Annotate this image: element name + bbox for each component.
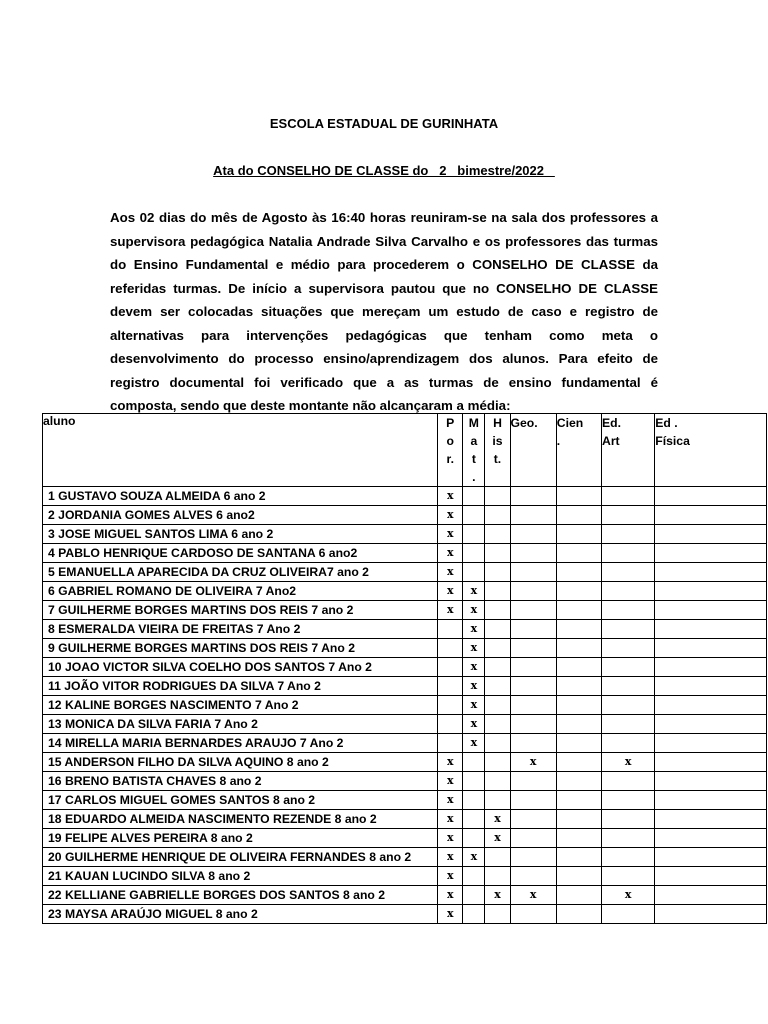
student-name: 12 KALINE BORGES NASCIMENTO 7 Ano 2: [43, 696, 438, 715]
mark-cell: [510, 715, 556, 734]
mark-cell: [602, 829, 655, 848]
mark-cell: [602, 772, 655, 791]
mark-cell: [556, 753, 601, 772]
mark-cell: x: [438, 525, 463, 544]
mark-cell: x: [485, 829, 510, 848]
mark-cell: [655, 487, 767, 506]
mark-cell: [556, 563, 601, 582]
table-body: [43, 487, 767, 924]
student-name: 4 PABLO HENRIQUE CARDOSO DE SANTANA 6 ano2: [43, 544, 438, 563]
table-row: [43, 696, 767, 715]
header-ed-fisica: Ed . Física: [655, 414, 767, 487]
mark-cell: x: [438, 810, 463, 829]
mark-cell: [510, 563, 556, 582]
mark-cell: [655, 734, 767, 753]
table-row: [43, 829, 767, 848]
mark-cell: x: [438, 506, 463, 525]
mark-cell: [463, 544, 485, 563]
mark-cell: [602, 677, 655, 696]
student-name: 11 JOÃO VITOR RODRIGUES DA SILVA 7 Ano 2: [43, 677, 438, 696]
mark-cell: [485, 544, 510, 563]
mark-cell: [655, 715, 767, 734]
mark-cell: [463, 753, 485, 772]
table-row: [43, 677, 767, 696]
mark-cell: [510, 829, 556, 848]
mark-cell: [655, 563, 767, 582]
mark-cell: [485, 791, 510, 810]
mark-cell: [438, 696, 463, 715]
table-row: [43, 639, 767, 658]
mark-cell: x: [463, 582, 485, 601]
mark-cell: [602, 810, 655, 829]
mark-cell: x: [510, 886, 556, 905]
mark-cell: [655, 620, 767, 639]
mark-cell: [602, 639, 655, 658]
mark-cell: [655, 867, 767, 886]
mark-cell: [556, 620, 601, 639]
table-row: [43, 563, 767, 582]
student-name: 22 KELLIANE GABRIELLE BORGES DOS SANTOS 8 ano 2: [43, 886, 438, 905]
mark-cell: [510, 867, 556, 886]
student-name: 17 CARLOS MIGUEL GOMES SANTOS 8 ano 2: [43, 791, 438, 810]
mark-cell: [556, 487, 601, 506]
mark-cell: x: [438, 829, 463, 848]
mark-cell: [510, 905, 556, 924]
mark-cell: [510, 734, 556, 753]
mark-cell: x: [602, 886, 655, 905]
mark-cell: x: [438, 886, 463, 905]
mark-cell: [438, 715, 463, 734]
student-name: 5 EMANUELLA APARECIDA DA CRUZ OLIVEIRA7 ano 2: [43, 563, 438, 582]
mark-cell: [510, 810, 556, 829]
mark-cell: [655, 772, 767, 791]
mark-cell: [510, 544, 556, 563]
mark-cell: [485, 753, 510, 772]
header-portugues: P o r.: [438, 414, 463, 487]
mark-cell: [602, 506, 655, 525]
mark-cell: [463, 810, 485, 829]
mark-cell: [602, 544, 655, 563]
mark-cell: [602, 582, 655, 601]
mark-cell: [556, 658, 601, 677]
header-aluno: aluno: [43, 414, 438, 487]
mark-cell: [602, 696, 655, 715]
mark-cell: x: [438, 582, 463, 601]
mark-cell: [485, 487, 510, 506]
mark-cell: [655, 601, 767, 620]
student-name: 15 ANDERSON FILHO DA SILVA AQUINO 8 ano 2: [43, 753, 438, 772]
mark-cell: x: [438, 487, 463, 506]
table-row: [43, 506, 767, 525]
student-name: 7 GUILHERME BORGES MARTINS DOS REIS 7 ano 2: [43, 601, 438, 620]
table-row: [43, 867, 767, 886]
mark-cell: [510, 791, 556, 810]
mark-cell: x: [463, 639, 485, 658]
mark-cell: [510, 506, 556, 525]
mark-cell: [602, 734, 655, 753]
student-name: 9 GUILHERME BORGES MARTINS DOS REIS 7 Ano 2: [43, 639, 438, 658]
mark-cell: [463, 905, 485, 924]
mark-cell: [510, 696, 556, 715]
mark-cell: x: [438, 867, 463, 886]
mark-cell: x: [438, 601, 463, 620]
mark-cell: [510, 487, 556, 506]
table-row: [43, 734, 767, 753]
mark-cell: [655, 506, 767, 525]
table-row: [43, 525, 767, 544]
student-name: 2 JORDANIA GOMES ALVES 6 ano2: [43, 506, 438, 525]
mark-cell: [556, 810, 601, 829]
mark-cell: [463, 563, 485, 582]
mark-cell: [556, 905, 601, 924]
student-name: 1 GUSTAVO SOUZA ALMEIDA 6 ano 2: [43, 487, 438, 506]
table-row: [43, 601, 767, 620]
student-name: 23 MAYSA ARAÚJO MIGUEL 8 ano 2: [43, 905, 438, 924]
mark-cell: x: [438, 848, 463, 867]
mark-cell: x: [438, 753, 463, 772]
mark-cell: [438, 677, 463, 696]
mark-cell: x: [438, 791, 463, 810]
mark-cell: [602, 867, 655, 886]
mark-cell: [655, 658, 767, 677]
mark-cell: x: [463, 658, 485, 677]
mark-cell: [602, 791, 655, 810]
mark-cell: [463, 867, 485, 886]
mark-cell: [655, 810, 767, 829]
mark-cell: [510, 620, 556, 639]
mark-cell: [463, 886, 485, 905]
mark-cell: [602, 905, 655, 924]
mark-cell: [463, 525, 485, 544]
mark-cell: [485, 639, 510, 658]
mark-cell: [510, 677, 556, 696]
mark-cell: [602, 601, 655, 620]
students-table: [42, 413, 767, 924]
mark-cell: [485, 506, 510, 525]
table-row: [43, 658, 767, 677]
mark-cell: [510, 658, 556, 677]
mark-cell: [602, 658, 655, 677]
mark-cell: [485, 715, 510, 734]
mark-cell: [556, 601, 601, 620]
mark-cell: [556, 772, 601, 791]
mark-cell: [655, 544, 767, 563]
mark-cell: [485, 582, 510, 601]
table-row: [43, 715, 767, 734]
table-row: [43, 620, 767, 639]
mark-cell: [510, 639, 556, 658]
student-name: 19 FELIPE ALVES PEREIRA 8 ano 2: [43, 829, 438, 848]
school-name: ESCOLA ESTADUAL DE GURINHATA: [269, 116, 499, 131]
mark-cell: [485, 734, 510, 753]
student-name: 20 GUILHERME HENRIQUE DE OLIVEIRA FERNANDES 8 ano 2: [43, 848, 438, 867]
mark-cell: [463, 829, 485, 848]
mark-cell: [510, 601, 556, 620]
student-name: 14 MIRELLA MARIA BERNARDES ARAUJO 7 Ano 2: [43, 734, 438, 753]
table-row: [43, 848, 767, 867]
mark-cell: [602, 487, 655, 506]
table-row: [43, 582, 767, 601]
mark-cell: [510, 525, 556, 544]
mark-cell: [485, 620, 510, 639]
mark-cell: [655, 677, 767, 696]
mark-cell: x: [602, 753, 655, 772]
mark-cell: [655, 905, 767, 924]
mark-cell: x: [438, 772, 463, 791]
table-row: [43, 905, 767, 924]
mark-cell: [510, 848, 556, 867]
mark-cell: [556, 696, 601, 715]
mark-cell: [485, 696, 510, 715]
student-name: 8 ESMERALDA VIEIRA DE FREITAS 7 Ano 2: [43, 620, 438, 639]
mark-cell: [655, 582, 767, 601]
mark-cell: [556, 848, 601, 867]
table-row: [43, 753, 767, 772]
mark-cell: [556, 715, 601, 734]
mark-cell: [485, 848, 510, 867]
mark-cell: x: [463, 677, 485, 696]
mark-cell: [485, 658, 510, 677]
mark-cell: [438, 658, 463, 677]
mark-cell: [655, 639, 767, 658]
mark-cell: x: [463, 696, 485, 715]
mark-cell: [556, 867, 601, 886]
student-name: 3 JOSE MIGUEL SANTOS LIMA 6 ano 2: [43, 525, 438, 544]
mark-cell: [556, 829, 601, 848]
mark-cell: [655, 848, 767, 867]
minutes-paragraph: Aos 02 dias do mês de Agosto às 16:40 horas reuniram-se na sala dos professores a supervisora pedagógica Natalia Andrade Silva Carvalho e os professores das turmas do Ensino Fundamental e médio para procederem o CONSELHO DE CLASSE da referidas turmas. De início a supervisora pautou que no CONSELHO DE CLASSE devem ser colocadas situações que mereçam um estudo de caso e registro de alternativas para intervenções pedagógicas que tenham como meta o desenvolvimento do processo ensino/aprendizagem dos alunos. Para efeito de registro documental foi verificado que a as turmas de ensino fundamental é composta, sendo que deste montante não alcançaram a média:: [110, 210, 658, 413]
mark-cell: [438, 734, 463, 753]
header-ed-art: Ed. Art: [602, 414, 655, 487]
mark-cell: [485, 867, 510, 886]
mark-cell: [485, 905, 510, 924]
mark-cell: [655, 525, 767, 544]
mark-cell: [510, 772, 556, 791]
mark-cell: [556, 791, 601, 810]
mark-cell: [485, 677, 510, 696]
student-name: 16 BRENO BATISTA CHAVES 8 ano 2: [43, 772, 438, 791]
mark-cell: x: [463, 848, 485, 867]
table-row: [43, 487, 767, 506]
mark-cell: [602, 848, 655, 867]
mark-cell: [438, 620, 463, 639]
mark-cell: [602, 620, 655, 639]
mark-cell: [556, 677, 601, 696]
mark-cell: [485, 525, 510, 544]
header-geografia: Geo.: [510, 414, 556, 487]
mark-cell: [655, 696, 767, 715]
mark-cell: [463, 772, 485, 791]
mark-cell: [655, 886, 767, 905]
student-name: 18 EDUARDO ALMEIDA NASCIMENTO REZENDE 8 ano 2: [43, 810, 438, 829]
header-matematica: M a t .: [463, 414, 485, 487]
mark-cell: [655, 791, 767, 810]
mark-cell: x: [485, 810, 510, 829]
mark-cell: [485, 772, 510, 791]
mark-cell: [602, 563, 655, 582]
mark-cell: [485, 563, 510, 582]
mark-cell: x: [438, 544, 463, 563]
mark-cell: x: [485, 886, 510, 905]
mark-cell: [556, 734, 601, 753]
mark-cell: [463, 487, 485, 506]
mark-cell: x: [463, 715, 485, 734]
mark-cell: [463, 506, 485, 525]
mark-cell: x: [438, 563, 463, 582]
student-name: 10 JOAO VICTOR SILVA COELHO DOS SANTOS 7 Ano 2: [43, 658, 438, 677]
mark-cell: [602, 525, 655, 544]
mark-cell: [510, 582, 556, 601]
student-name: 21 KAUAN LUCINDO SILVA 8 ano 2: [43, 867, 438, 886]
header-ciencias: Cien .: [556, 414, 601, 487]
mark-cell: x: [463, 734, 485, 753]
mark-cell: [556, 506, 601, 525]
mark-cell: [556, 639, 601, 658]
mark-cell: x: [438, 905, 463, 924]
ata-title: Ata do CONSELHO DE CLASSE do 2 bimestre/2022: [213, 163, 555, 178]
table-row: [43, 886, 767, 905]
mark-cell: x: [510, 753, 556, 772]
mark-cell: x: [463, 601, 485, 620]
mark-cell: [556, 525, 601, 544]
student-name: 6 GABRIEL ROMANO DE OLIVEIRA 7 Ano2: [43, 582, 438, 601]
mark-cell: [438, 639, 463, 658]
mark-cell: [556, 886, 601, 905]
mark-cell: x: [463, 620, 485, 639]
header-historia: H is t.: [485, 414, 510, 487]
table-header-row: [43, 414, 767, 487]
table-row: [43, 810, 767, 829]
mark-cell: [463, 791, 485, 810]
mark-cell: [485, 601, 510, 620]
student-name: 13 MONICA DA SILVA FARIA 7 Ano 2: [43, 715, 438, 734]
mark-cell: [655, 753, 767, 772]
table-row: [43, 544, 767, 563]
mark-cell: [602, 715, 655, 734]
table-row: [43, 791, 767, 810]
mark-cell: [556, 582, 601, 601]
table-row: [43, 772, 767, 791]
mark-cell: [556, 544, 601, 563]
mark-cell: [655, 829, 767, 848]
